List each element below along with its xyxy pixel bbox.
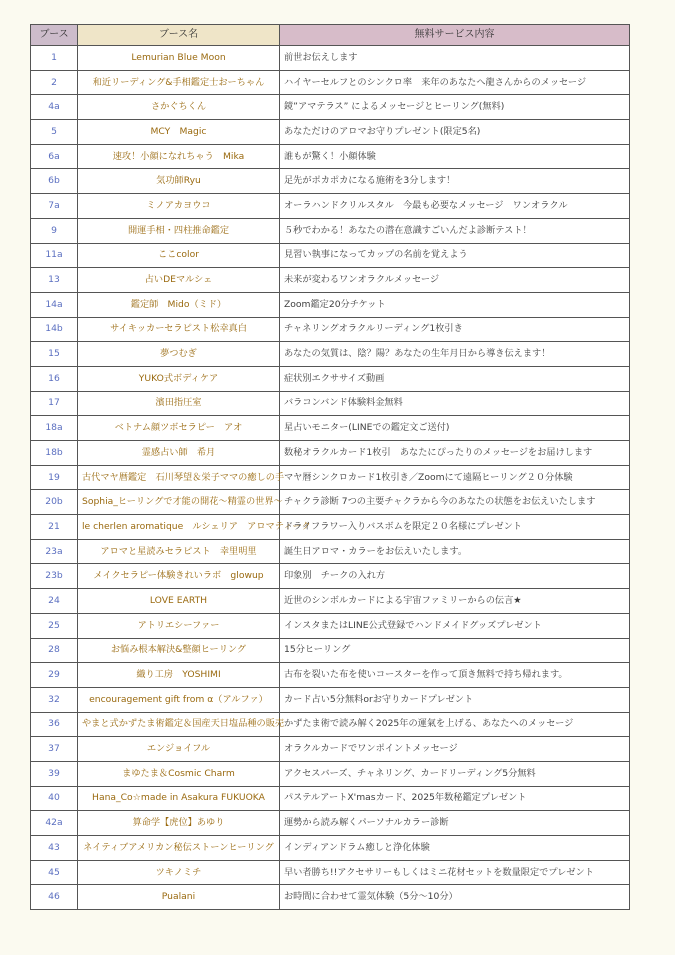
table-row <box>31 292 630 317</box>
booth-name-cell: 濱田指圧室 <box>78 391 280 416</box>
free-service-cell: 見習い執事になってカップの名前を覚えよう <box>280 243 630 268</box>
table-row <box>31 515 630 540</box>
free-service-cell: 数秘オラクルカード1枚引 あなたにぴったりのメッセージをお届けします <box>280 441 630 466</box>
table-row <box>31 490 630 515</box>
booth-name-cell: アトリエシーファー <box>78 613 280 638</box>
booth-name-cell: ネイティブアメリカン秘伝ストーンヒーリング <box>78 836 280 861</box>
free-service-cell: インスタまたはLINE公式登録でハンドメイドグッズプレゼント <box>280 613 630 638</box>
booth-name-cell: ミノアカヨウコ <box>78 194 280 219</box>
table-body <box>31 46 630 910</box>
booth-name-cell: 和近リーディング&手相鑑定士おーちゃん <box>78 70 280 95</box>
table-row <box>31 663 630 688</box>
free-service-cell: オラクルカードでワンポイントメッセージ <box>280 737 630 762</box>
table-row <box>31 243 630 268</box>
booth-number-cell: 24 <box>31 589 78 614</box>
booth-number-cell: 32 <box>31 687 78 712</box>
booth-name-cell: YUKO式ボディケア <box>78 366 280 391</box>
free-service-cell: 誕生日アロマ・カラーをお伝えいたします。 <box>280 539 630 564</box>
free-service-cell: 印象別 チークの入れ方 <box>280 564 630 589</box>
free-service-cell: ハイヤーセルフとのシンクロ率 来年のあなたへ龍さんからのメッセージ <box>280 70 630 95</box>
free-service-cell: バラコンバンド体験料金無料 <box>280 391 630 416</box>
table-row <box>31 416 630 441</box>
table-row <box>31 342 630 367</box>
free-service-cell: あなただけのアロマお守りプレゼント(限定5名) <box>280 120 630 145</box>
booth-number-cell: 17 <box>31 391 78 416</box>
free-service-cell: チャクラ診断 7つの主要チャクラから今のあなたの状態をお伝えいたします <box>280 490 630 515</box>
booth-number-cell: 20b <box>31 490 78 515</box>
free-service-cell: 古布を裂いた布を使いコースターを作って頂き無料で持ち帰れます。 <box>280 663 630 688</box>
table-row <box>31 860 630 885</box>
table-row <box>31 836 630 861</box>
table-row <box>31 811 630 836</box>
booth-name-cell: 夢つむぎ <box>78 342 280 367</box>
table-row <box>31 564 630 589</box>
free-service-cell: 症状別エクササイズ動画 <box>280 366 630 391</box>
booth-name-cell: MCY Magic <box>78 120 280 145</box>
booth-number-cell: 6b <box>31 169 78 194</box>
booth-number-cell: 7a <box>31 194 78 219</box>
booth-name-cell: Sophia_ヒーリングで才能の開花～精霊の世界～ <box>78 490 280 515</box>
free-service-cell: ５秒でわかる！あなたの潜在意識すごいんだよ診断テスト！ <box>280 218 630 243</box>
booth-number-cell: 14b <box>31 317 78 342</box>
table-row <box>31 465 630 490</box>
booth-number-cell: 45 <box>31 860 78 885</box>
booth-name-cell: 占いDEマルシェ <box>78 268 280 293</box>
booth-name-cell: LOVE EARTH <box>78 589 280 614</box>
booth-number-cell: 18a <box>31 416 78 441</box>
table-row <box>31 441 630 466</box>
booth-name-cell: 織り工房 YOSHIMI <box>78 663 280 688</box>
booth-number-cell: 28 <box>31 638 78 663</box>
table-row <box>31 194 630 219</box>
booth-service-table <box>30 24 630 910</box>
free-service-cell: マヤ暦シンクロカード1枚引き／Zoomにて遠隔ヒーリング２０分体験 <box>280 465 630 490</box>
table-row <box>31 391 630 416</box>
booth-name-cell: やまと式かずたま術鑑定＆国産天日塩品種の販売 <box>78 712 280 737</box>
booth-number-cell: 2 <box>31 70 78 95</box>
table-row <box>31 786 630 811</box>
booth-name-cell: 算命学【虎位】あゆり <box>78 811 280 836</box>
booth-number-cell: 25 <box>31 613 78 638</box>
table-row <box>31 589 630 614</box>
booth-number-cell: 37 <box>31 737 78 762</box>
booth-number-cell: 46 <box>31 885 78 910</box>
booth-name-cell: エンジョイフル <box>78 737 280 762</box>
booth-name-cell: 古代マヤ暦鑑定 石川琴望＆栄子ママの癒しの手 <box>78 465 280 490</box>
header-booth-name: ブース名 <box>78 25 280 46</box>
booth-name-cell: 気功師Ryu <box>78 169 280 194</box>
booth-name-cell: 鑑定師 Mido（ミド） <box>78 292 280 317</box>
booth-number-cell: 11a <box>31 243 78 268</box>
booth-name-cell: ベトナム顔ツボセラピー アオ <box>78 416 280 441</box>
booth-number-cell: 39 <box>31 761 78 786</box>
free-service-cell: 足先がポカポカになる施術を3分します！ <box>280 169 630 194</box>
booth-name-cell: Pualani <box>78 885 280 910</box>
free-service-cell: オーラハンドクリルスタル 今最も必要なメッセージ ワンオラクル <box>280 194 630 219</box>
booth-name-cell: アロマと星読みセラピスト 幸里明里 <box>78 539 280 564</box>
booth-number-cell: 29 <box>31 663 78 688</box>
table-row <box>31 638 630 663</box>
free-service-cell: Zoom鑑定20分チケット <box>280 292 630 317</box>
booth-name-cell: まゆたま＆Cosmic Charm <box>78 761 280 786</box>
free-service-cell: 未来が変わるワンオラクルメッセージ <box>280 268 630 293</box>
booth-name-cell: 霊感占い師 希月 <box>78 441 280 466</box>
table-row <box>31 95 630 120</box>
table-row <box>31 539 630 564</box>
booth-number-cell: 9 <box>31 218 78 243</box>
free-service-cell: あなたの気質は、陰？陽？あなたの生年月日から導き伝えます！ <box>280 342 630 367</box>
free-service-cell: お時間に合わせて霊気体験（5分～10分） <box>280 885 630 910</box>
free-service-cell: 近世のシンボルカードによる宇宙ファミリーからの伝言★ <box>280 589 630 614</box>
table-row <box>31 885 630 910</box>
booth-name-cell: ここcolor <box>78 243 280 268</box>
free-service-cell: チャネリングオラクルリーディング1枚引き <box>280 317 630 342</box>
booth-name-cell: 速攻！小顔になれちゃう Mika <box>78 144 280 169</box>
booth-number-cell: 43 <box>31 836 78 861</box>
table-row <box>31 613 630 638</box>
booth-number-cell: 40 <box>31 786 78 811</box>
booth-number-cell: 18b <box>31 441 78 466</box>
booth-number-cell: 14a <box>31 292 78 317</box>
header-booth-number: ブース <box>31 25 78 46</box>
table-row <box>31 70 630 95</box>
booth-number-cell: 19 <box>31 465 78 490</box>
table-row <box>31 218 630 243</box>
booth-name-cell: ツキノミチ <box>78 860 280 885</box>
free-service-cell: 運勢から読み解くパーソナルカラー診断 <box>280 811 630 836</box>
booth-number-cell: 4a <box>31 95 78 120</box>
booth-name-cell: お悩み根本解決&整顔ヒーリング <box>78 638 280 663</box>
table-header-row <box>31 25 630 46</box>
free-service-cell: 誰もが驚く！小顔体験 <box>280 144 630 169</box>
booth-number-cell: 36 <box>31 712 78 737</box>
booth-number-cell: 13 <box>31 268 78 293</box>
table-row <box>31 317 630 342</box>
free-service-cell: 前世お伝えします <box>280 46 630 71</box>
free-service-cell: インディアンドラム癒しと浄化体験 <box>280 836 630 861</box>
table-row <box>31 366 630 391</box>
table-row <box>31 144 630 169</box>
booth-name-cell: Hana_Co☆made in Asakura FUKUOKA <box>78 786 280 811</box>
booth-number-cell: 6a <box>31 144 78 169</box>
booth-name-cell: le cherlen aromatique ルシェリア アロマティーク <box>78 515 280 540</box>
booth-name-cell: サイキッカーセラピスト松幸真白 <box>78 317 280 342</box>
booth-name-cell: メイクセラピー体験きれいラボ glowup <box>78 564 280 589</box>
free-service-cell: 早い者勝ち!!アクセサリーもしくはミニ花材セットを数量限定でプレゼント <box>280 860 630 885</box>
booth-name-cell: Lemurian Blue Moon <box>78 46 280 71</box>
booth-number-cell: 42a <box>31 811 78 836</box>
booth-number-cell: 1 <box>31 46 78 71</box>
free-service-cell: 星占いモニター(LINEでの鑑定文ご送付) <box>280 416 630 441</box>
free-service-cell: ドライフラワー入りバスボムを限定２０名様にプレゼント <box>280 515 630 540</box>
table-row <box>31 737 630 762</box>
free-service-cell: パステルアートX'masカード、2025年数秘鑑定プレゼント <box>280 786 630 811</box>
table-row <box>31 120 630 145</box>
table-row <box>31 268 630 293</box>
booth-number-cell: 23a <box>31 539 78 564</box>
table-row <box>31 761 630 786</box>
table-row <box>31 169 630 194</box>
free-service-cell: かずたま術で読み解く2025年の運氣を上げる、あなたへのメッセージ <box>280 712 630 737</box>
booth-number-cell: 16 <box>31 366 78 391</box>
free-service-cell: 15分ヒーリング <box>280 638 630 663</box>
table-row <box>31 712 630 737</box>
booth-number-cell: 5 <box>31 120 78 145</box>
table-row <box>31 687 630 712</box>
table-row <box>31 46 630 71</box>
booth-number-cell: 21 <box>31 515 78 540</box>
booth-name-cell: さかぐちくん <box>78 95 280 120</box>
booth-name-cell: 開運手相・四柱推命鑑定 <box>78 218 280 243</box>
free-service-cell: アクセスバーズ、チャネリング、カードリーディング5分無料 <box>280 761 630 786</box>
header-free-service: 無料サービス内容 <box>280 25 630 46</box>
booth-name-cell: encouragement gift from α（アルファ） <box>78 687 280 712</box>
booth-number-cell: 15 <box>31 342 78 367</box>
free-service-cell: カード占い5分無料orお守りカードプレゼント <box>280 687 630 712</box>
free-service-cell: 鏡”アマテラス” によるメッセージとヒーリング(無料) <box>280 95 630 120</box>
booth-number-cell: 23b <box>31 564 78 589</box>
